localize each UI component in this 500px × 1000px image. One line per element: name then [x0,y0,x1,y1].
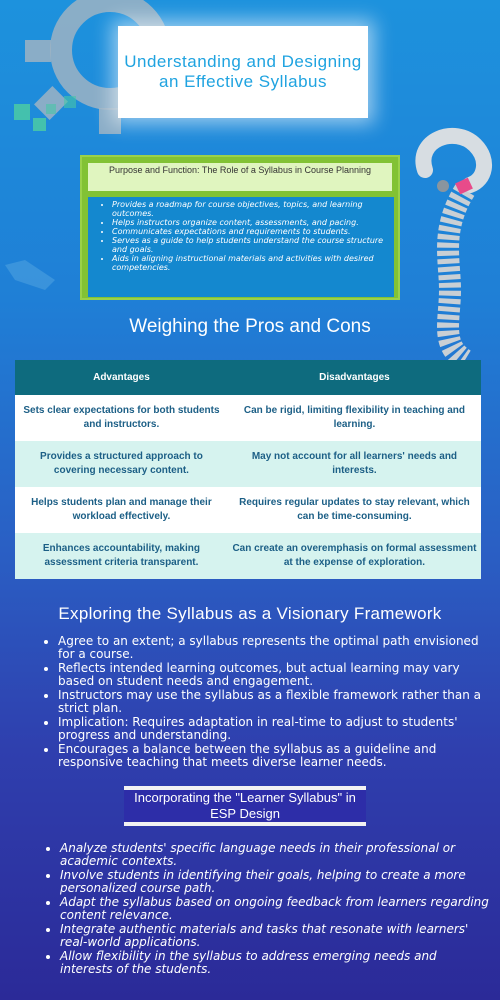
title-card [118,26,368,118]
vision-item: • Instructors may use the syllabus as a flexible framework rather than a strict plan. [58,689,488,715]
vision-item: • Reflects intended learning outcomes, but actual learning may vary based on student needs and engagement. [58,662,488,688]
learner-item: • Allow flexibility in the syllabus to address emerging needs and interests of the students. [60,950,490,976]
table-row [15,533,481,579]
purpose-item: • Provides a roadmap for course objectives, topics, and learning outcomes. [112,200,388,218]
learner-item: • Adapt the syllabus based on ongoing feedback from learners regarding content relevance. [60,896,490,922]
decor-square [14,104,30,120]
column-header-advantages: Advantages [15,360,228,395]
pros-cons-table [15,360,481,579]
purpose-list [88,197,394,297]
map-silhouette [0,245,70,315]
decor-square [33,118,46,131]
page-title: Understanding and Designing an Effective Syllabus [124,52,362,91]
advantage-cell: Helps students plan and manage their workload effectively. [15,487,228,533]
learner-item: • Integrate authentic materials and tasks that resonate with learners' real-world applications. [60,923,490,949]
purpose-heading: Purpose and Function: The Role of a Syllabus in Course Planning [88,163,392,191]
gear-tooth [34,86,68,120]
vision-list [38,635,488,770]
disadvantage-cell: May not account for all learners' needs and interests. [228,441,481,487]
disadvantage-cell: Requires regular updates to stay relevant, which can be time-consuming. [228,487,481,533]
column-header-disadvantages: Disadvantages [228,360,481,395]
vision-item: • Implication: Requires adaptation in real-time to adjust to students' progress and understanding. [58,716,488,742]
vision-item: • Encourages a balance between the syllabus as a guideline and responsive teaching that meets diverse learner needs. [58,743,488,769]
vision-item: • Agree to an extent; a syllabus represents the optimal path envisioned for a course. [58,635,488,661]
purpose-card [80,155,400,300]
gear-tooth [25,40,51,62]
table-row [15,395,481,441]
learner-heading: Incorporating the "Learner Syllabus" in ESP Design [124,790,366,822]
learner-item: • Involve students in identifying their goals, helping to create a more personalized course path. [60,869,490,895]
learner-item: • Analyze students' specific language needs in their professional or academic contexts. [60,842,490,868]
purpose-item: • Helps instructors organize content, assessments, and pacing. [112,218,388,227]
advantage-cell: Sets clear expectations for both students and instructors. [15,395,228,441]
decor-square [46,104,56,114]
learner-heading-card [124,786,366,826]
decor-square [64,96,76,108]
purpose-item: • Serves as a guide to help students understand the course structure and goals. [112,236,388,254]
purpose-item: • Aids in aligning instructional materials and activities with desired competencies. [112,254,388,272]
table-row [15,487,481,533]
learner-list [42,842,490,977]
advantage-cell: Enhances accountability, making assessment criteria transparent. [15,533,228,579]
pros-cons-heading: Weighing the Pros and Cons [129,316,371,337]
table-header-row [15,360,481,395]
table-row [15,441,481,487]
advantage-cell: Provides a structured approach to covering necessary content. [15,441,228,487]
vision-heading: Exploring the Syllabus as a Visionary Framework [58,604,442,623]
purpose-item: • Communicates expectations and requirements to students. [112,227,388,236]
disadvantage-cell: Can be rigid, limiting flexibility in teaching and learning. [228,395,481,441]
disadvantage-cell: Can create an overemphasis on formal assessment at the expense of exploration. [228,533,481,579]
